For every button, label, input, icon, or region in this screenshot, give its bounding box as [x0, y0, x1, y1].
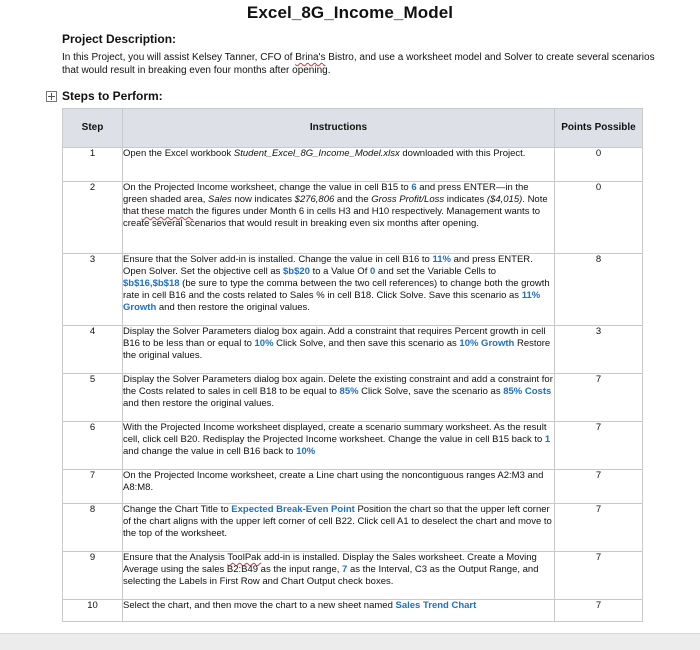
instruction-text: the figures under Month 6 in cells H3 and H10 respectively. Management wants to create several scenarios that would result in breaking even six months after opening.	[123, 206, 541, 229]
step-number: 9	[63, 552, 123, 600]
step-number: 2	[63, 182, 123, 254]
points-possible: 7	[555, 422, 643, 470]
instruction-text: $276,806	[294, 194, 335, 205]
step-number: 10	[63, 600, 123, 622]
points-possible: 0	[555, 148, 643, 182]
instruction-text: Position the chart so that the upper left corner of the chart aligns with the upper left corner of cell B22. Click cell A1 to deselect the chart and move to the top of the worksheet.	[123, 504, 552, 539]
instruction-text: Display the Solver Parameters dialog box again. Delete the existing constraint and add a constraint for the Costs related to sales in cell B18 to be equal to	[123, 374, 553, 397]
table-row	[63, 504, 643, 552]
step-number: 8	[63, 504, 123, 552]
points-possible: 0	[555, 182, 643, 254]
points-possible: 3	[555, 326, 643, 374]
highlight-value: 11%	[432, 254, 451, 265]
instruction-text: Ensure that the Solver add-in is installed. Change the value in cell B16 to	[123, 254, 433, 265]
step-instructions	[123, 148, 555, 182]
instruction-text: and change the value in cell B16 back to	[123, 446, 297, 457]
steps-heading: Steps to Perform:	[62, 89, 163, 103]
document-title: Excel_8G_Income_Model	[246, 3, 454, 22]
instruction-text: (be sure to type the comma between the two cell references) to change both the growth rate in cell B16 and the costs related to Sales % in cell B18. Click Solve. Save this scenario as	[123, 278, 550, 301]
table-header-row	[63, 109, 643, 148]
instruction-text: and then restore the original values.	[123, 398, 275, 409]
status-bar	[0, 633, 700, 650]
highlight-value: 10% Growth	[459, 338, 515, 349]
step-number: 7	[63, 470, 123, 504]
table-row	[63, 600, 643, 622]
instruction-text: downloaded with this Project.	[399, 148, 526, 159]
highlight-value: 1	[544, 434, 551, 445]
instruction-text: Select the chart, and then move the chart to a new sheet named	[123, 600, 396, 611]
instruction-text: With the Projected Income worksheet displayed, create a scenario summary worksheet. As the result cell, click cell B20. Redisplay the Projected Income worksheet. Change the value in cell B15 back to	[123, 422, 547, 445]
project-description-part: Brina's	[295, 52, 326, 63]
instruction-text: and the	[334, 194, 372, 205]
step-number: 5	[63, 374, 123, 422]
instruction-text: Open the Excel workbook	[123, 148, 234, 159]
points-possible: 7	[555, 374, 643, 422]
instruction-text: ($4,015)	[486, 194, 523, 205]
highlight-value: 0	[369, 266, 376, 277]
points-possible: 7	[555, 470, 643, 504]
step-instructions	[123, 254, 555, 326]
table-row	[63, 148, 643, 182]
step-number: 6	[63, 422, 123, 470]
project-description-part: Bistro, and use a worksheet model and Solver to create several scenarios that would result in breaking even four months after opening.	[62, 52, 655, 76]
step-instructions	[123, 182, 555, 254]
step-number: 4	[63, 326, 123, 374]
instruction-text: as the Interval, C3 as the Output Range, and selecting the Labels in First Row and Chart Output check boxes.	[123, 564, 539, 587]
points-possible: 7	[555, 552, 643, 600]
steps-table	[62, 108, 643, 622]
step-number: 1	[63, 148, 123, 182]
instruction-text: add-in is installed. Display the Sales worksheet. Create a Moving Average using the sales B2:B49 as the input range,	[123, 552, 537, 575]
table-row	[63, 182, 643, 254]
step-instructions	[123, 374, 555, 422]
highlight-value: 6	[411, 182, 417, 193]
step-instructions	[123, 504, 555, 552]
table-row	[63, 470, 643, 504]
header-step: Step	[63, 109, 123, 148]
highlight-value: 85%	[339, 386, 359, 397]
header-points: Points Possible	[555, 109, 643, 148]
highlight-value: Expected Break-Even Point	[231, 504, 355, 515]
instruction-text: Gross Profit/Loss	[371, 194, 445, 205]
step-instructions	[123, 326, 555, 374]
highlight-value: Sales Trend Chart	[395, 600, 477, 611]
header-instructions: Instructions	[123, 109, 555, 148]
instruction-text: and press ENTER—in the green shaded area,	[123, 182, 529, 205]
project-description-heading: Project Description:	[62, 32, 177, 46]
highlight-value: $b$20	[283, 266, 310, 277]
instruction-text: Display the Solver Parameters dialog box again. Add a constraint that requires Percent growth in cell B16 to be less than or equal to	[123, 326, 546, 349]
points-possible: 7	[555, 600, 643, 622]
instruction-text: and then restore the original values.	[156, 302, 310, 313]
table-row	[63, 552, 643, 600]
table-row	[63, 254, 643, 326]
instruction-text: and set the Variable Cells to	[375, 266, 497, 277]
table-row	[63, 326, 643, 374]
step-instructions	[123, 470, 555, 504]
points-possible: 7	[555, 504, 643, 552]
instruction-text: Click Solve, save the scenario as	[358, 386, 504, 397]
table-move-handle-icon[interactable]	[46, 91, 57, 102]
table-row	[63, 374, 643, 422]
instruction-text: ToolPak	[227, 552, 262, 563]
instruction-text: Ensure that the Analysis	[123, 552, 228, 563]
instruction-text: now indicates	[231, 194, 295, 205]
highlight-value: 10%	[296, 446, 316, 457]
highlight-value: 11% Growth	[123, 290, 541, 313]
step-instructions	[123, 422, 555, 470]
step-instructions	[123, 552, 555, 600]
instruction-text: and press ENTER. Open Solver. Set the objective cell as	[123, 254, 533, 277]
highlight-value: 85% Costs	[503, 386, 552, 397]
table-row	[63, 422, 643, 470]
project-description-text	[62, 51, 662, 77]
highlight-value: $b$16,$b$18	[123, 278, 180, 289]
instruction-text: these match	[141, 206, 194, 217]
instruction-text: Click Solve, and then save this scenario as	[273, 338, 460, 349]
instruction-text: Change the Chart Title to	[123, 504, 232, 515]
instruction-text: . Note that	[123, 194, 548, 217]
instruction-text: Sales	[208, 194, 232, 205]
highlight-value: 10%	[254, 338, 274, 349]
instruction-text: to a Value Of	[309, 266, 370, 277]
instruction-text: Student_Excel_8G_Income_Model.xlsx	[233, 148, 400, 159]
highlight-value: 7	[342, 564, 348, 575]
instruction-text: On the Projected Income worksheet, create a Line chart using the noncontiguous ranges A2:M3 and A8:M8.	[123, 470, 544, 493]
instruction-text: Restore the original values.	[123, 338, 551, 361]
step-instructions	[123, 600, 555, 622]
project-description-part: In this Project, you will assist Kelsey Tanner, CFO of	[62, 52, 296, 63]
instruction-text: indicates	[444, 194, 487, 205]
instruction-text: On the Projected Income worksheet, change the value in cell B15 to	[123, 182, 412, 193]
points-possible: 8	[555, 254, 643, 326]
step-number: 3	[63, 254, 123, 326]
